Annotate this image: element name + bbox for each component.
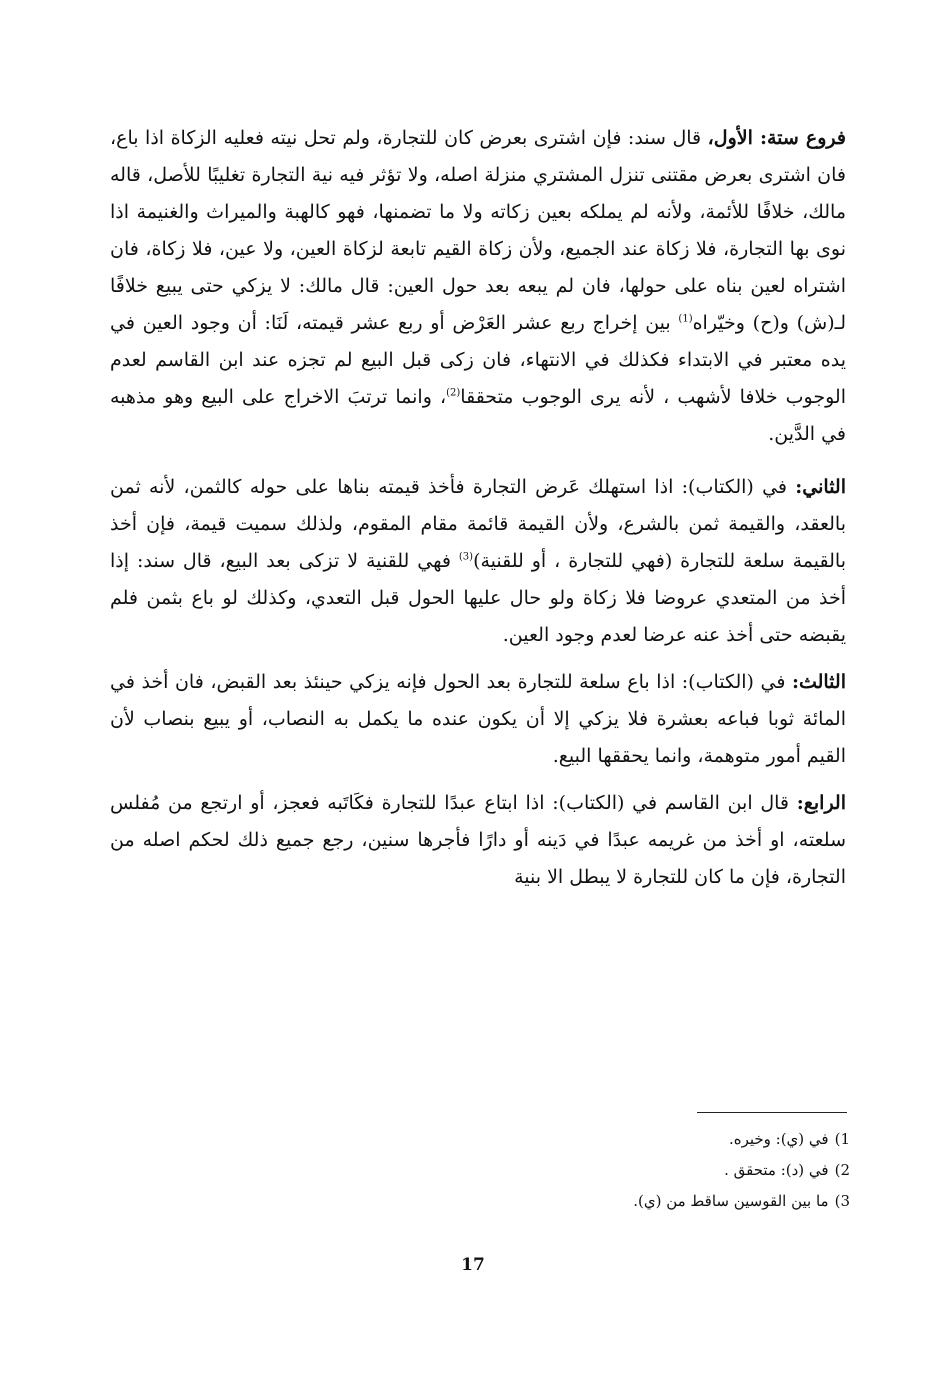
- paragraph-text: في (الكتاب): اذا باع سلعة للتجارة بعد الحول فإنه يزكي حينئذ بعد القبض، فان أخذ في المائة ثوبا فباعه بعشرة فلا يزكي إلا أن يكون عنده ما يكمل به النصاب، أو يبيع بنصاب لأن القيم أمور متوهمة، وانما يحققها البيع.: [110, 671, 846, 767]
- paragraph-heading: الرابع:: [796, 792, 846, 814]
- footnote-number: 2): [834, 1161, 850, 1179]
- paragraph-first-branch: [110, 120, 846, 453]
- paragraph-text: بين إخراج ربع عشر العَرْض أو ربع عشر قيمته، لَنَا: أن وجود العين في يده معتبر في الابتداء فكذلك في الانتهاء، فان زكى قبل البيع لم تجزه عند ابن القاسم لعدم الوجوب خلافا لأشهب ، لأنه يرى الوجوب متحققا: [110, 312, 846, 408]
- paragraph-text: قال سند: فإن اشترى بعرض كان للتجارة، ولم تحل نيته فعليه الزكاة اذا باع، فان اشترى بعرض مقتنى تنزل المشتري منزلة اصله، ولا تؤثر فيه نية التجارة تغليبًا للأصل، قاله مالك، خلافًا للأئمة، ولأنه لم يملكه بعين زكاته ولا ما تضمنها، فهو كالهبة والميراث والغنيمة اذا نوى بها التجارة، فلا زكاة عند الجميع، ولأن زكاة القيم تابعة لزكاة العين، ولا عين، فلا زكاة، فان اشتراه لعين بناه على حولها، فان لم يبعه بعد حول العين: قال مالك: لا يزكي حتى يبيع خلافًا لـ(ش) و(ح) وخيّراه: [110, 127, 846, 334]
- paragraph-third-branch: [110, 664, 846, 775]
- footnote-separator: [697, 1112, 847, 1113]
- footnote-item: [560, 1155, 850, 1186]
- page-number: 17: [461, 1255, 485, 1275]
- main-text: [110, 120, 846, 912]
- footnote-text: ما بين القوسين ساقط من (ي).: [633, 1192, 829, 1210]
- paragraph-heading: فروع ستة: الأول،: [707, 127, 846, 149]
- footnote-item: [560, 1124, 850, 1155]
- paragraph-second-branch: [110, 469, 846, 654]
- footnote-marker: (2): [446, 387, 461, 399]
- paragraph-text: في (الكتاب): اذا استهلك عَرض التجارة فأخذ قيمته بناها على حوله كالثمن، لأنه ثمن بالعقد، والقيمة ثمن بالشرع، ولأن القيمة قائمة مقام المقوم، ولذلك سميت قيمة، فإن أخذ بالقيمة سلعة للتجارة (فهي للتجارة ، أو للقنية): [110, 476, 846, 572]
- paragraph-text: ، وانما ترتبَ الاخراج على البيع وهو مذهبه في الدَّين.: [110, 386, 846, 445]
- paragraph-heading: الثاني:: [795, 476, 846, 498]
- footnote-number: 1): [834, 1130, 850, 1148]
- paragraph-heading: الثالث:: [791, 671, 846, 693]
- footnote-text: في (د): متحقق .: [724, 1161, 829, 1179]
- footnote-number: 3): [834, 1192, 850, 1210]
- paragraph-fourth-branch: [110, 785, 846, 896]
- paragraph-text: قال ابن القاسم في (الكتاب): اذا ابتاع عبدًا للتجارة فكَاتَبه فعجز، أو ارتجع من مُفلس سلعته، او أخذ من غريمه عبدًا في دَينه أو دارًا فأجرها سنين، رجع جميع ذلك لحكم اصله من التجارة، فإن ما كان للتجارة لا يبطل الا بنية: [110, 792, 846, 888]
- footnote-marker: (1): [678, 313, 693, 325]
- footnote-item: [560, 1186, 850, 1217]
- footnotes: [560, 1124, 850, 1217]
- footnote-text: في (ي): وخيره.: [728, 1130, 829, 1148]
- paragraph-text: فهي للقنية لا تزكى بعد البيع، قال سند: إذا أخذ من المتعدي عروضا فلا زكاة ولو حال عليها الحول قبل التعدي، وكذلك لو باع بثمن فلم يقبضه حتى أخذ عنه عرضا لعدم وجود العين.: [110, 550, 846, 646]
- footnote-marker: (3): [458, 551, 474, 563]
